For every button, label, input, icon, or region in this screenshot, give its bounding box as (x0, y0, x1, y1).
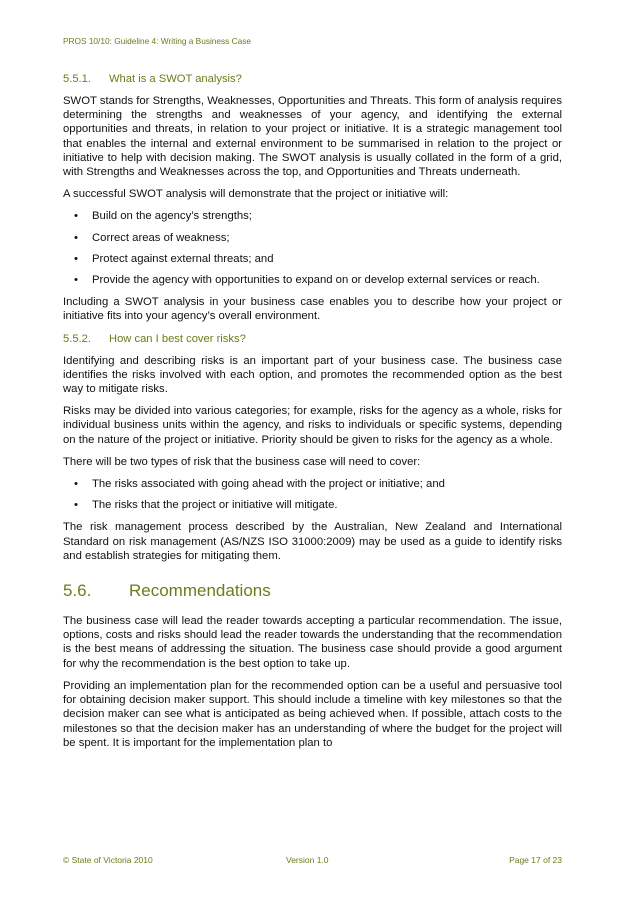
paragraph: Risks may be divided into various categories; for example, risks for the agency as a whole, risks for individual business units within the agency, and risks to individuals or specific systems, depending on the nature of the project or initiative. Priority should be given to risks for the agency as a whole. (63, 405, 562, 446)
page-number: Page 17 of 23 (509, 855, 562, 865)
bullet-icon: • (74, 231, 78, 244)
paragraph: A successful SWOT analysis will demonstrate that the project or initiative will: (63, 188, 449, 201)
paragraph: There will be two types of risk that the business case will need to cover: (63, 455, 421, 468)
heading-title: Recommendations (129, 581, 271, 601)
bullet-list (63, 477, 562, 512)
bullet-icon: • (74, 274, 78, 287)
heading-title: How can I best cover risks? (109, 332, 246, 345)
heading-5-6 (63, 581, 562, 601)
list-item: • The risks that the project or initiative will mitigate. (74, 499, 338, 512)
copyright-text: © State of Victoria 2010 (63, 855, 153, 865)
paragraph: Identifying and describing risks is an important part of your business case. The business case identifies the risks involved with each option, and promotes the recommended option as the best way to mitigate risks. (63, 354, 562, 396)
paragraph: SWOT stands for Strengths, Weaknesses, Opportunities and Threats. This form of analysis requires determining the strengths and weaknesses of your agency, and identifying the external opportunities and threats, in relation to your project or initiative. It is a strategic management tool that enables the internal and external environment to be summarised in relation to the project or initiative to help with decision making. The SWOT analysis is usually collated in the form of a grid, with Strengths and Weaknesses across the top, and Opportunities and Threats underneath. (63, 95, 562, 179)
paragraph: Including a SWOT analysis in your business case enables you to describe how your project or initiative fits into your agency’s overall environment. (63, 296, 562, 323)
list-item: • Build on the agency’s strengths; (74, 210, 252, 223)
heading-number: 5.6. (63, 581, 92, 601)
bullet-icon: • (74, 210, 78, 223)
list-item: • Protect against external threats; and (74, 252, 274, 265)
running-header: PROS 10/10: Guideline 4: Writing a Business Case (63, 36, 252, 46)
version-text: Version 1.0 (286, 855, 329, 865)
heading-title: What is a SWOT analysis? (109, 73, 242, 85)
page-content (63, 72, 562, 758)
list-item: • Provide the agency with opportunities to expand on or develop external services or reach. (74, 274, 540, 287)
list-item: • The risks associated with going ahead with the project or initiative; and (74, 478, 445, 491)
bullet-icon: • (74, 499, 78, 512)
paragraph: The business case will lead the reader towards accepting a particular recommendation. The issue, options, costs and risks should lead the reader towards the understanding that the recommendation is the best means of addressing the situation. The business case should provide a good argument for why the recommendation is the best option to take up. (63, 615, 562, 670)
bullet-icon: • (74, 478, 78, 491)
bullet-icon: • (74, 252, 78, 265)
paragraph: The risk management process described by the Australian, New Zealand and International Standard on risk management (AS/NZS ISO 31000:2009) may be used as a guide to identify risks and establish strategies for mitigating them. (63, 521, 562, 562)
heading-5-5-1 (63, 72, 562, 86)
paragraph: Providing an implementation plan for the recommended option can be a useful and persuasive tool for obtaining decision maker support. This should include a timeline with key milestones so that the decision maker can see what is anticipated as being achieved when. If possible, attach costs to the milestones so that the decision maker has an understanding of where the budget for the project will be spent. It is important for the implementation plan to (63, 679, 562, 749)
heading-number: 5.5.2. (63, 332, 91, 345)
bullet-list (63, 209, 562, 287)
heading-number: 5.5.1. (63, 73, 91, 85)
heading-5-5-2 (63, 332, 562, 346)
list-item: • Correct areas of weakness; (74, 231, 230, 244)
